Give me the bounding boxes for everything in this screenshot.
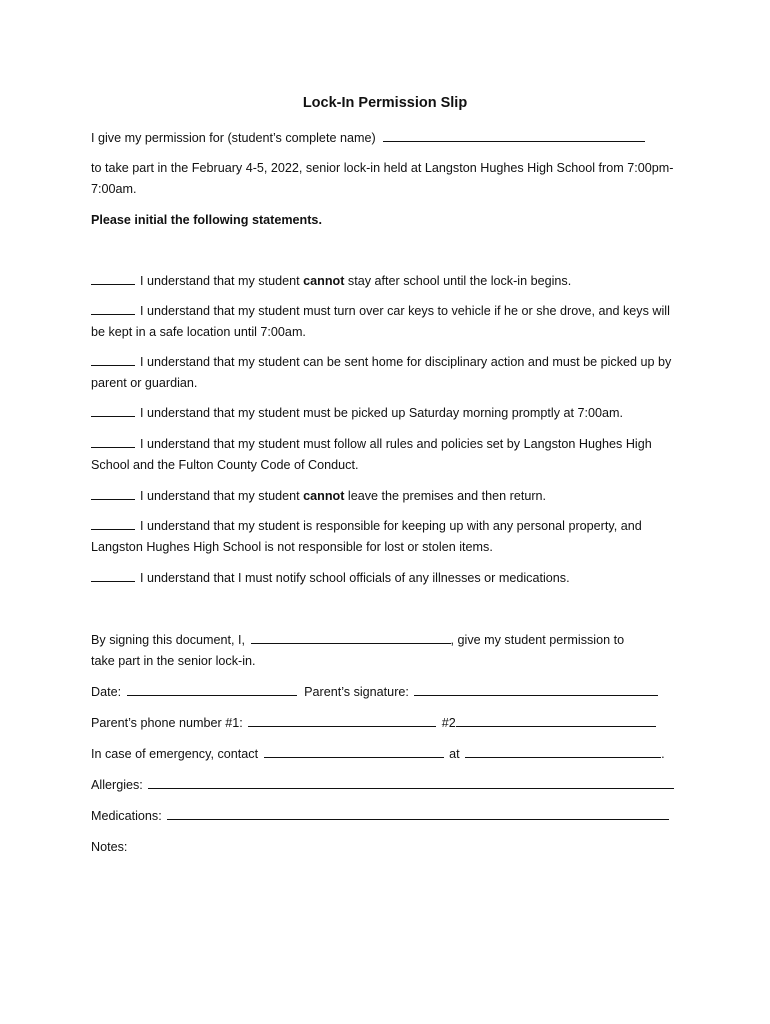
initial-field[interactable] [91, 434, 135, 448]
statement-item: I understand that my student cannot stay after school until the lock-in begins. [91, 271, 683, 292]
initial-field[interactable] [91, 301, 135, 315]
initial-field[interactable] [91, 486, 135, 500]
phone2-field[interactable] [456, 713, 656, 727]
page-title: Lock-In Permission Slip [302, 95, 468, 111]
statement-item: I understand that my student must follow all rules and policies set by Langston Hughes High School and the Fulton County Code of Conduct. [91, 434, 683, 476]
phone1-field[interactable] [248, 713, 436, 727]
allergies-line [91, 775, 691, 796]
initial-field[interactable] [91, 403, 135, 417]
medications-field[interactable] [167, 806, 669, 820]
allergies-field[interactable] [148, 775, 674, 789]
statement-item: I understand that my student can be sent home for disciplinary action and must be picked up by parent or guardian. [91, 352, 683, 394]
phone2-label: #2 [441, 716, 456, 730]
parent-signature-field[interactable] [414, 682, 658, 696]
statement-item: I understand that my student is responsible for keeping up with any personal property, and Langston Hughes High School is not responsible for lost or stolen items. [91, 516, 683, 558]
initial-instruction: Please initial the following statements. [91, 213, 322, 227]
initial-field[interactable] [91, 352, 135, 366]
allergies-label: Allergies: [91, 778, 143, 792]
phone-line [91, 713, 691, 734]
emergency-at-label: at [449, 747, 460, 761]
initial-field[interactable] [91, 568, 135, 582]
statement-item: I understand that my student must be picked up Saturday morning promptly at 7:00am. [91, 403, 683, 424]
signing-statement: By signing this document, I, , give my student permission to [91, 630, 691, 651]
date-signature-line [91, 682, 691, 703]
emergency-phone-field[interactable] [465, 744, 661, 758]
phone1-label: Parent’s phone number #1: [91, 716, 243, 730]
emergency-label: In case of emergency, contact [91, 747, 259, 761]
student-name-field[interactable] [383, 128, 645, 142]
event-description: to take part in the February 4-5, 2022, senior lock-in held at Langston Hughes High School from 7:00pm-7:00am. [91, 161, 674, 196]
date-label: Date: [91, 685, 122, 699]
student-name-line [91, 128, 691, 149]
notes-line [91, 837, 691, 858]
notes-label: Notes: [91, 840, 128, 854]
initial-field[interactable] [91, 271, 135, 285]
signing-statement-cont: take part in the senior lock-in. [91, 654, 256, 668]
statement-item: I understand that I must notify school officials of any illnesses or medications. [91, 568, 683, 589]
statement-item: I understand that my student cannot leave the premises and then return. [91, 486, 683, 507]
parent-signature-label: Parent’s signature: [304, 685, 409, 699]
signer-name-field[interactable] [251, 630, 451, 644]
student-name-label: I give my permission for (student’s complete name) [91, 131, 376, 145]
emergency-contact-field[interactable] [264, 744, 444, 758]
medications-line [91, 806, 691, 827]
medications-label: Medications: [91, 809, 162, 823]
date-field[interactable] [127, 682, 297, 696]
initial-field[interactable] [91, 516, 135, 530]
emergency-line: In case of emergency, contact at . [91, 744, 691, 765]
statement-item: I understand that my student must turn over car keys to vehicle if he or she drove, and keys will be kept in a safe location until 7:00am. [91, 301, 683, 343]
